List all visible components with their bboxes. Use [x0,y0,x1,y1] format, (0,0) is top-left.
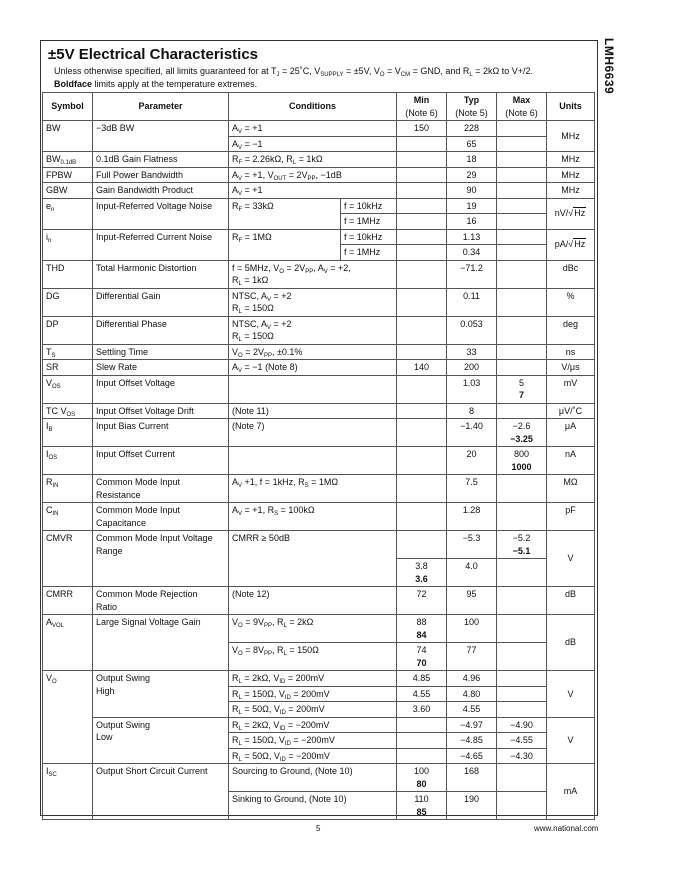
table-row: CMRR Common Mode Rejection Ratio (Note 12) 72 95 dB [43,587,595,615]
table-row: $i_n$ Input-Referred Current Noise $R_F = 1M\Omega$ f = 10kHz 1.13 pA/√Hz [43,229,595,245]
section-title: ±5V Electrical Characteristics [48,46,259,63]
table-row: $R_L = 50\Omega$, $V_{ID} = -200mV$ −4.65 −4.30 [43,748,595,764]
table-row: $C_{IN}$ Common Mode Input Capacitance $A_V = +1$, $R_S = 100k\Omega$ 1.28 pF [43,503,595,531]
table-row: $R_L = 150\Omega$, $V_{ID} = 200mV$ 4.55 4.80 [43,686,595,702]
table-row: $I_{OS}$ Input Offset Current 20 800 1000 nA [43,447,595,475]
page-number: 5 [316,824,321,833]
table-row: GBW Gain Bandwidth Product $A_V = +1$ 90 MHz [43,183,595,199]
table-row: $V_O$ Output Swing High $R_L = 2k\Omega$, $V_{ID} = 200mV$ 4.85 4.96 V [43,671,595,687]
table-row: f = 1MHz 0.34 [43,245,595,261]
table-row: $T_S$ Settling Time $V_O = 2V_{PP}$, ±0.1% 33 ns [43,344,595,360]
table-row: f = 1MHz 16 [43,214,595,230]
table-row: $A_{VOL}$ Large Signal Voltage Gain $V_O = 9V_{PP}$, $R_L = 2k\Omega$ 88 84 100 dB [43,615,595,643]
section-subtitle: Unless otherwise specified, all limits guaranteed for at $T_J$ = 25˚C, $V_{SUPPLY} = \pm 5V$, $V_O = V_{CM}$ = GND, and $R_L = 2k\Omega$ to V+/2. Boldface limits apply at the temperature extremes. [54,66,534,89]
table-row: 3.8 3.6 4.0 [43,559,595,587]
table-row: $I_B$ Input Bias Current (Note 7) −1.40 −2.6 −3.25 μA [43,419,595,447]
table-row: $A_V = -1$ 65 [43,136,595,152]
header-units: Units [547,93,595,121]
table-row: $V_O = 8V_{PP}$, $R_L = 150\Omega$ 74 70 77 [43,643,595,671]
header-symbol: Symbol [43,93,93,121]
electrical-characteristics-table [42,92,595,820]
table-header-row [43,93,595,121]
table-row: BW −3dB BW $A_V = +1$ 150 228 MHz [43,121,595,137]
sqrt-symbol: √ [568,239,574,250]
header-min: Min (Note 6) [397,93,447,121]
header-max: Max (Note 6) [497,93,547,121]
table-row: $e_n$ Input-Referred Voltage Noise $R_F = 33k\Omega$ f = 10kHz 19 nV/√Hz [43,198,595,214]
table-row: THD Total Harmonic Distortion f = 5MHz, $V_O = 2V_{PP}$, $A_V = +2$, $R_L = 1k\Omega$ −71.2 dBc [43,260,595,288]
table-row: FPBW Full Power Bandwidth $A_V = +1$, $V_{OUT} = 2V_{PP}$, −1dB 29 MHz [43,167,595,183]
header-conditions: Conditions [229,93,397,121]
table-row: Sinking to Ground, (Note 10) 110 85 190 [43,792,595,820]
part-number-side-label: LMH6639 [602,38,616,95]
header-typ: Typ (Note 5) [447,93,497,121]
table-row: $R_L = 50\Omega$, $V_{ID} = 200mV$ 3.60 4.55 [43,702,595,718]
table-row: DP Differential Phase NTSC, $A_V = +2$ $R_L = 150\Omega$ 0.053 deg [43,316,595,344]
table-row: SR Slew Rate $A_V = -1$ (Note 8) 140 200 V/μs [43,360,595,376]
header-parameter: Parameter [93,93,229,121]
table-row: $I_{SC}$ Output Short Circuit Current Sourcing to Ground, (Note 10) 100 80 168 mA [43,764,595,792]
sqrt-symbol: √ [568,208,574,219]
table-row: $V_{OS}$ Input Offset Voltage 1.03 5 7 mV [43,375,595,403]
table-row: CMVR Common Mode Input Voltage Range CMRR ≥ 50dB −5.3 −5.2 −5.1 V [43,531,595,559]
footer-url: www.national.com [534,824,599,833]
table-row: Output Swing Low $R_L = 2k\Omega$, $V_{ID} = -200mV$ −4.97 −4.90 V [43,717,595,733]
table-row: $R_{IN}$ Common Mode Input Resistance $A_V +1$, f = 1kHz, $R_S = 1M\Omega$ 7.5 MΩ [43,475,595,503]
table-row: $R_L = 150\Omega$, $V_{ID} = -200mV$ −4.85 −4.55 [43,733,595,749]
table-row: $BW_{0.1dB}$ 0.1dB Gain Flatness $R_F = 2.26k\Omega$, $R_L = 1k\Omega$ 18 MHz [43,152,595,168]
table-row: DG Differential Gain NTSC, $A_V = +2$ $R_L = 150\Omega$ 0.11 % [43,288,595,316]
table-row: TC $V_{OS}$ Input Offset Voltage Drift (Note 11) 8 μV/˚C [43,403,595,419]
